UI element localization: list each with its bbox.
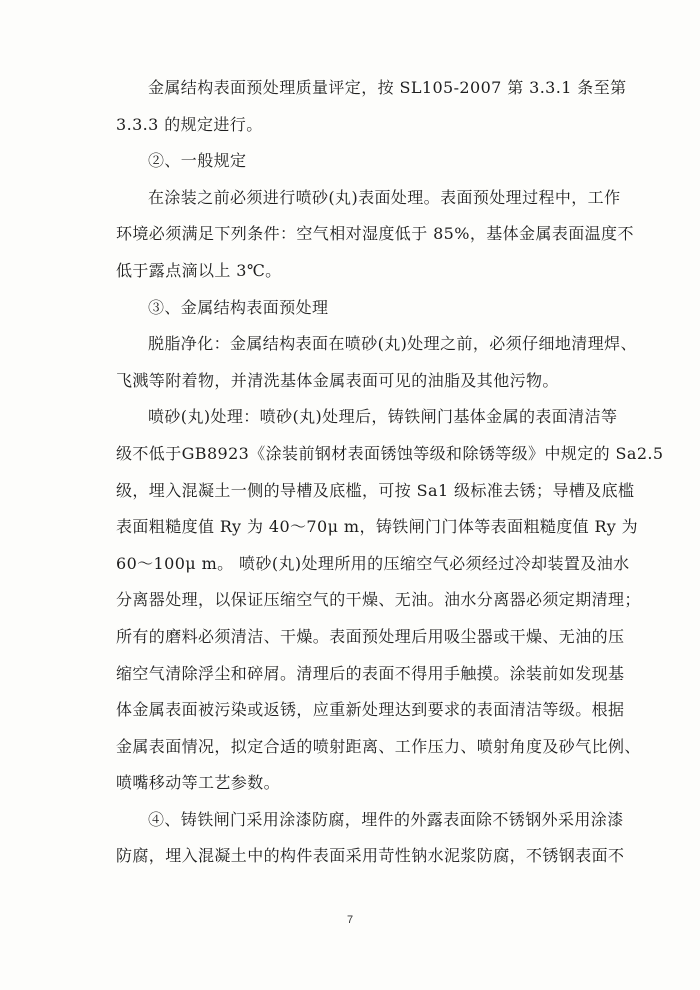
text-line: 在涂装之前必须进行喷砂(丸)表面处理。表面预处理过程中，工作 [148, 187, 621, 207]
text-line: 表面粗糙度值 Ry 为 40～70μ m，铸铁闸门门体等表面粗糙度值 Ry 为 [116, 517, 639, 537]
page-number: 7 [346, 914, 354, 926]
text-line: 缩空气清除浮尘和碎屑。清理后的表面不得用手触摸。涂装前如发现基 [116, 663, 625, 683]
text-line: 脱脂净化：金属结构表面在喷砂(丸)处理之前，必须仔细地清理焊、 [148, 334, 637, 354]
text-line: 低于露点滴以上 3℃。 [116, 260, 282, 280]
text-line: 金属结构表面预处理质量评定，按 SL105-2007 第 3.3.1 条至第 [148, 78, 627, 97]
text-line: ②、一般规定 [148, 151, 247, 171]
text-line: 级不低于GB8923《涂装前钢材表面锈蚀等级和除锈等级》中规定的 Sa2.5 [116, 443, 664, 463]
text-line: ④、铸铁闸门采用涂漆防腐，埋件的外露表面除不锈钢外采用涂漆 [148, 809, 624, 829]
text-line: 所有的磨料必须清洁、干燥。表面预处理后用吸尘器或干燥、无油的压 [116, 626, 625, 646]
body-text [116, 70, 664, 875]
text-line: ③、金属结构表面预处理 [148, 297, 329, 317]
text-line: 喷嘴移动等工艺参数。 [116, 773, 281, 793]
text-line: 飞溅等附着物，并清洗基体金属表面可见的油脂及其他污物。 [116, 370, 559, 390]
text-line: 防腐，埋入混凝土中的构件表面采用苛性钠水泥浆防腐，不锈钢表面不 [116, 846, 625, 866]
text-line: 环境必须满足下列条件：空气相对湿度低于 85%，基体金属表面温度不 [116, 224, 634, 244]
text-line: 金属表面情况，拟定合适的喷射距离、工作压力、喷射角度及砂气比例、 [116, 736, 641, 756]
text-line: 3.3.3 的规定进行。 [116, 114, 263, 134]
text-line: 级，埋入混凝土一侧的导槽及底槛，可按 Sa1 级标准去锈；导槽及底槛 [116, 480, 635, 500]
text-line: 喷砂(丸)处理：喷砂(丸)处理后，铸铁闸门基体金属的表面清洁等 [148, 407, 618, 427]
text-line: 体金属表面被污染或返锈，应重新处理达到要求的表面清洁等级。根据 [116, 700, 625, 720]
text-line: 分离器处理，以保证压缩空气的干燥、无油。油水分离器必须定期清理； [116, 590, 641, 610]
text-line: 60～100μ m。 喷砂(丸)处理所用的压缩空气必须经过冷却装置及油水 [116, 553, 630, 573]
